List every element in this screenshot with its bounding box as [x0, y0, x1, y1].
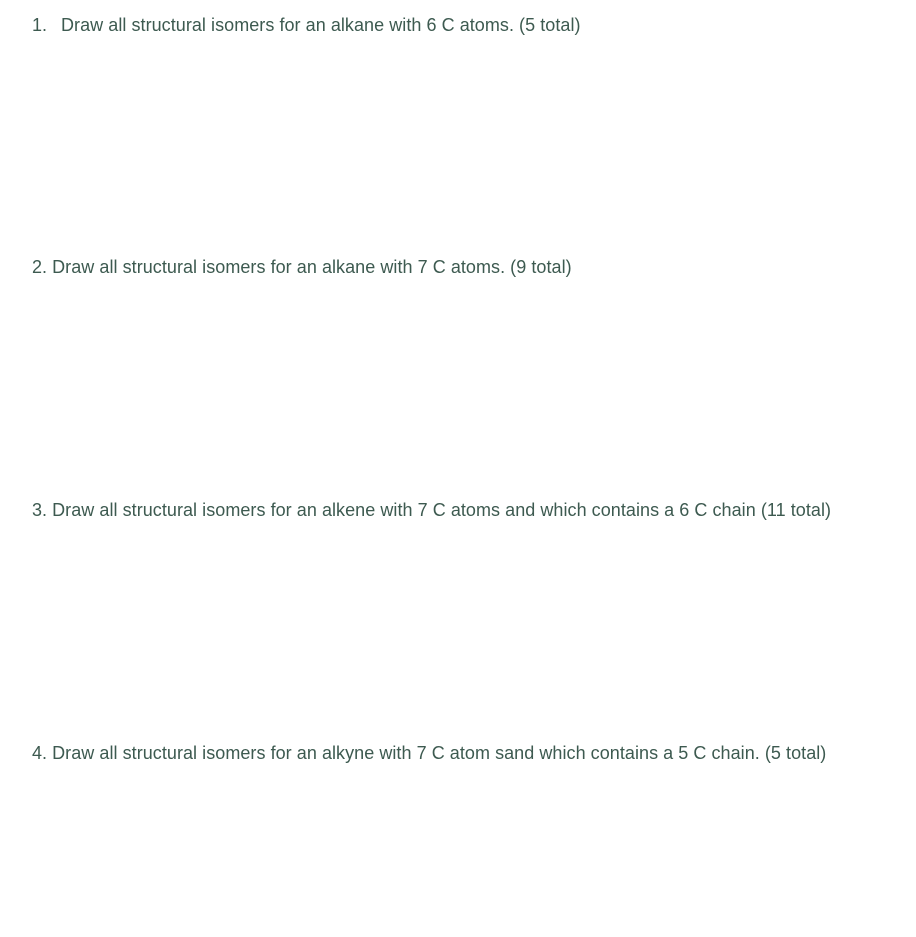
question-2	[32, 256, 572, 278]
question-4	[32, 742, 826, 764]
question-3	[32, 499, 831, 521]
question-4-number: 4.	[32, 743, 48, 763]
question-3-text: Draw all structural isomers for an alkene with 7 C atoms and which contains a 6 C chain (11 total)	[52, 500, 832, 520]
question-4-text: Draw all structural isomers for an alkyne with 7 C atom sand which contains a 5 C chain. (5 total)	[52, 743, 827, 763]
question-1-number: 1.	[32, 15, 48, 35]
question-1-text: Draw all structural isomers for an alkane with 6 C atoms. (5 total)	[61, 15, 581, 35]
question-1	[32, 14, 581, 36]
question-3-number: 3.	[32, 500, 48, 520]
answer-space-4	[32, 768, 882, 928]
answer-space-1	[32, 40, 882, 250]
question-2-number: 2.	[32, 257, 48, 277]
answer-space-3	[32, 525, 882, 735]
question-2-text: Draw all structural isomers for an alkane with 7 C atoms. (9 total)	[52, 257, 572, 277]
answer-space-2	[32, 282, 882, 492]
